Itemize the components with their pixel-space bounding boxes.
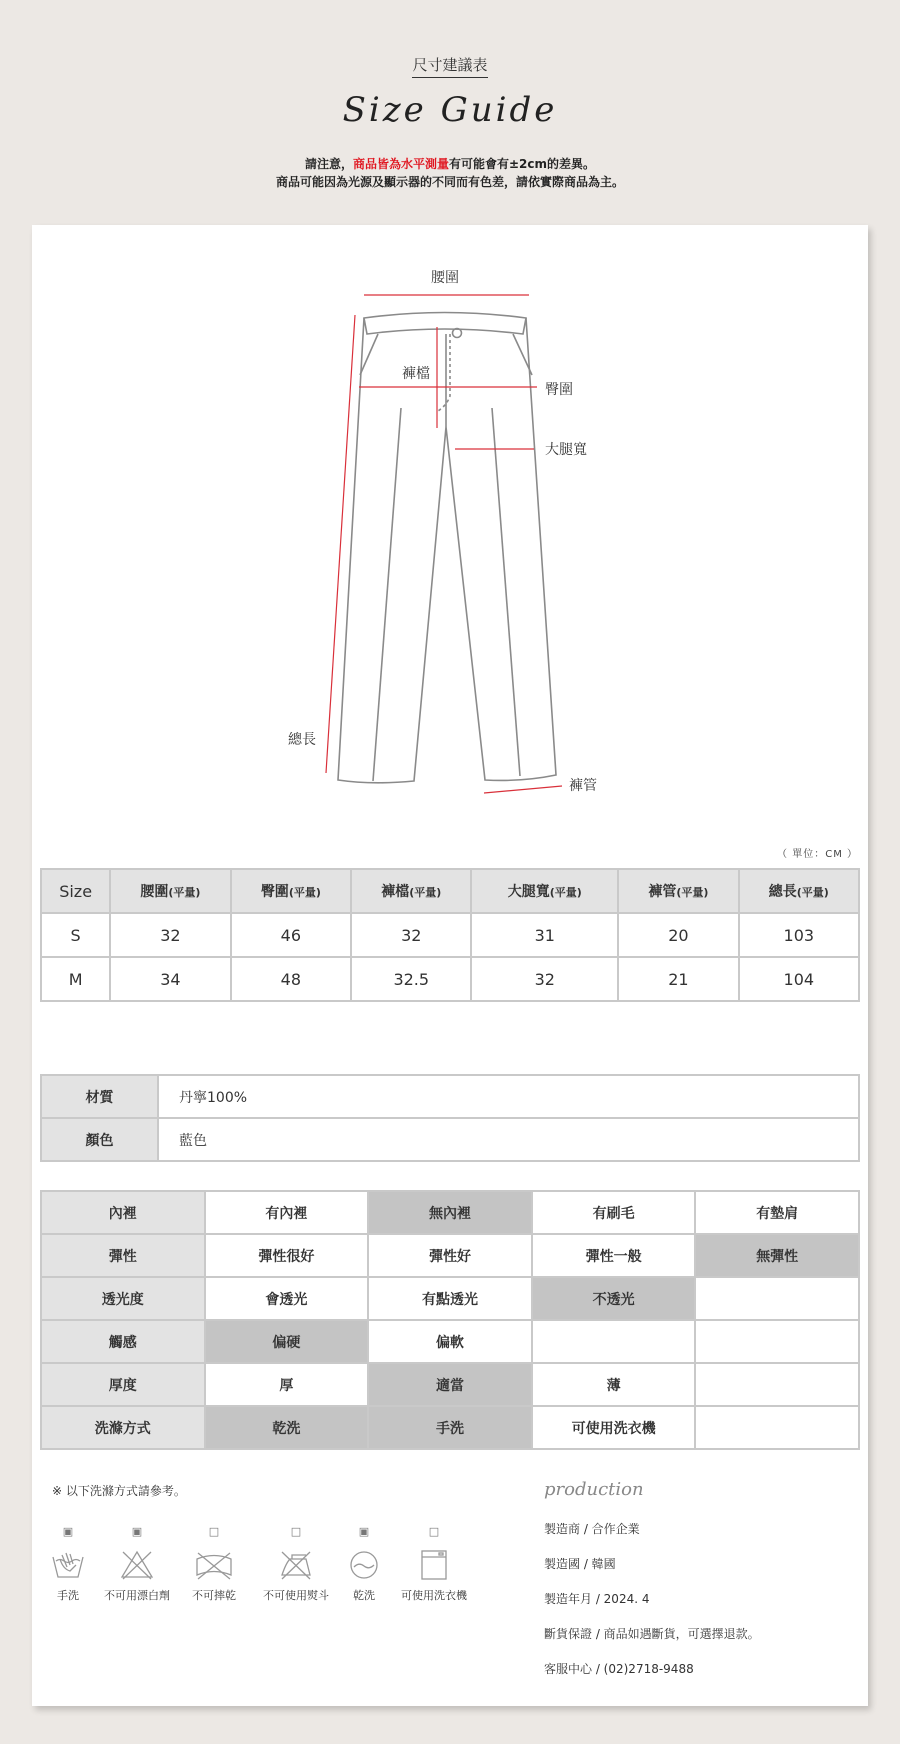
value-cell: 21 — [618, 957, 738, 1001]
attribute-option: 可使用洗衣機 — [532, 1406, 696, 1449]
attribute-label: 觸感 — [41, 1320, 205, 1363]
label-hip: 臀圍 — [545, 382, 573, 398]
production-manufacturer: 製造商 / 合作企業 — [544, 1522, 640, 1536]
no-tumble-dry-icon — [194, 1549, 234, 1581]
label-hem: 褲管 — [569, 778, 597, 794]
value-cell: 31 — [471, 913, 618, 957]
attribute-row — [41, 1406, 859, 1449]
table-row — [41, 957, 859, 1001]
value-cell: 20 — [618, 913, 738, 957]
care-label: 不可使用熨斗 — [263, 1589, 329, 1602]
attribute-option: 有刷毛 — [532, 1191, 696, 1234]
page-title: Size Guide — [342, 90, 558, 130]
header-rise: 褲檔(平量) — [351, 869, 471, 913]
notice-highlight: 商品皆為水平測量 — [352, 157, 449, 171]
value-cell: 32 — [351, 913, 471, 957]
hand-wash-icon — [50, 1549, 86, 1581]
value-cell: 32 — [471, 957, 618, 1001]
attribute-option: 無彈性 — [695, 1234, 859, 1277]
header-thigh: 大腿寬(平量) — [471, 869, 618, 913]
attribute-label: 洗滌方式 — [41, 1406, 205, 1449]
attribute-row — [41, 1234, 859, 1277]
material-label: 材質 — [41, 1075, 158, 1118]
dry-clean-icon — [347, 1549, 381, 1581]
table-row — [41, 913, 859, 957]
attribute-label: 內裡 — [41, 1191, 205, 1234]
attribute-option: 彈性一般 — [532, 1234, 696, 1277]
checkbox-icon: □ — [208, 1525, 220, 1538]
care-no-tumble-dry — [184, 1525, 244, 1603]
checkbox-icon: □ — [290, 1525, 302, 1538]
checkbox-icon: ▣ — [131, 1525, 143, 1538]
attribute-option: 乾洗 — [205, 1406, 369, 1449]
notice-prefix: 請注意， — [304, 157, 353, 171]
unit-label: （ 單位：CM ） — [777, 849, 858, 860]
care-label: 手洗 — [57, 1589, 79, 1602]
production-date: 製造年月 / 2024. 4 — [544, 1592, 650, 1606]
care-label: 可使用洗衣機 — [401, 1589, 467, 1602]
no-bleach-icon — [119, 1549, 155, 1581]
attribute-table — [40, 1190, 860, 1450]
attribute-label: 彈性 — [41, 1234, 205, 1277]
size-table-header — [41, 869, 859, 913]
care-dry-clean — [344, 1525, 384, 1603]
header — [0, 0, 900, 224]
attribute-option — [695, 1277, 859, 1320]
attribute-row — [41, 1277, 859, 1320]
attribute-option — [532, 1320, 696, 1363]
value-cell: 103 — [739, 913, 859, 957]
checkbox-icon: ▣ — [62, 1525, 74, 1538]
header-hip: 臀圍(平量) — [231, 869, 351, 913]
value-cell: 34 — [110, 957, 230, 1001]
attribute-option — [695, 1363, 859, 1406]
notice-suffix: 有可能會有±2cm的差異。 — [449, 157, 596, 171]
pants-illustration — [32, 225, 868, 815]
care-label: 乾洗 — [353, 1589, 375, 1602]
attribute-label: 厚度 — [41, 1363, 205, 1406]
attribute-option: 偏軟 — [368, 1320, 532, 1363]
checkbox-icon: ▣ — [358, 1525, 370, 1538]
attribute-option — [695, 1406, 859, 1449]
no-iron-icon — [278, 1549, 314, 1581]
production-guarantee: 斷貨保證 / 商品如遇斷貨，可選擇退款。 — [544, 1627, 760, 1641]
label-length: 總長 — [288, 732, 316, 748]
label-waist: 腰圍 — [431, 270, 459, 286]
attribute-option: 無內裡 — [368, 1191, 532, 1234]
washing-machine-icon — [419, 1549, 449, 1581]
attribute-option: 有內裡 — [205, 1191, 369, 1234]
measurement-notice — [0, 155, 900, 191]
attribute-row — [41, 1363, 859, 1406]
care-note: ※ 以下洗滌方式請參考。 — [52, 1484, 186, 1498]
subtitle: 尺寸建議表 — [0, 54, 900, 75]
care-hand-wash — [38, 1525, 98, 1603]
attribute-row — [41, 1320, 859, 1363]
attribute-option: 薄 — [532, 1363, 696, 1406]
value-cell: 46 — [231, 913, 351, 957]
care-label: 不可摔乾 — [192, 1589, 236, 1602]
color-row — [41, 1118, 859, 1161]
attribute-option: 不透光 — [532, 1277, 696, 1320]
attribute-option: 厚 — [205, 1363, 369, 1406]
size-column-header: Size — [41, 869, 110, 913]
material-table — [40, 1074, 860, 1162]
checkbox-icon: □ — [428, 1525, 440, 1538]
color-value: 藍色 — [158, 1118, 859, 1161]
pants-diagram — [32, 225, 868, 815]
value-cell: 32 — [110, 913, 230, 957]
attribute-option: 適當 — [368, 1363, 532, 1406]
hem-measure-line — [484, 786, 562, 793]
attribute-option: 會透光 — [205, 1277, 369, 1320]
attribute-label: 透光度 — [41, 1277, 205, 1320]
attribute-option: 彈性好 — [368, 1234, 532, 1277]
attribute-option: 手洗 — [368, 1406, 532, 1449]
attribute-option: 彈性很好 — [205, 1234, 369, 1277]
size-cell: M — [41, 957, 110, 1001]
attribute-option: 偏硬 — [205, 1320, 369, 1363]
color-label: 顏色 — [41, 1118, 158, 1161]
label-rise: 褲檔 — [402, 366, 430, 382]
label-thigh: 大腿寬 — [545, 442, 587, 458]
notice-line-2: 商品可能因為光源及顯示器的不同而有色差，請依實際商品為主。 — [275, 175, 624, 189]
attribute-option — [695, 1320, 859, 1363]
care-label: 不可用漂白劑 — [104, 1589, 170, 1602]
header-hem: 褲管(平量) — [618, 869, 738, 913]
value-cell: 32.5 — [351, 957, 471, 1001]
attribute-row — [41, 1191, 859, 1234]
value-cell: 104 — [739, 957, 859, 1001]
care-no-iron — [258, 1525, 334, 1603]
material-value: 丹寧100% — [158, 1075, 859, 1118]
care-no-bleach — [102, 1525, 172, 1603]
production-title: production — [544, 1479, 644, 1500]
production-service: 客服中心 / (02)2718-9488 — [544, 1662, 694, 1676]
attribute-option: 有點透光 — [368, 1277, 532, 1320]
attribute-option: 有墊肩 — [695, 1191, 859, 1234]
production-country: 製造國 / 韓國 — [544, 1557, 616, 1571]
care-washing-machine — [394, 1525, 474, 1603]
header-length: 總長(平量) — [739, 869, 859, 913]
size-table — [40, 868, 860, 1002]
material-row — [41, 1075, 859, 1118]
size-guide-card — [32, 225, 868, 1706]
size-cell: S — [41, 913, 110, 957]
header-waist: 腰圍(平量) — [110, 869, 230, 913]
value-cell: 48 — [231, 957, 351, 1001]
